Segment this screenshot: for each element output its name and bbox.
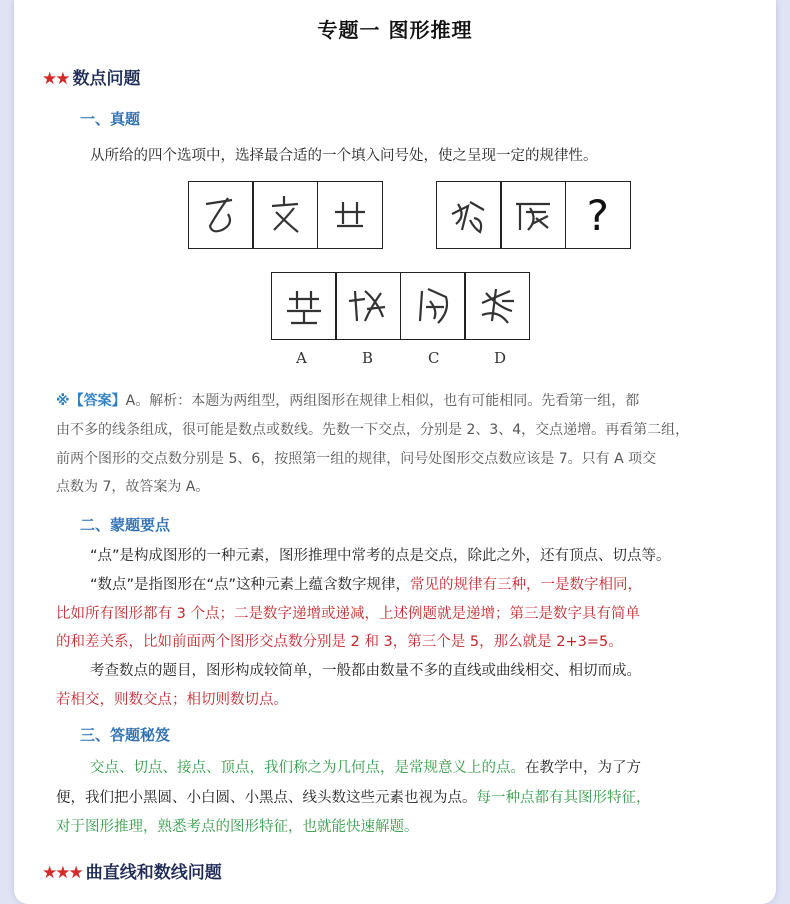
page-title: 专题一 图形推理 [317,18,473,42]
subheading-real-question: 一、真题 [80,110,141,128]
figure-2-1 [436,181,502,249]
option-a-shape [279,281,329,331]
option-figure-b[interactable] [335,272,401,340]
keypoint-p2-black: “数点”是指图形在“点”这种元素上蕴含数字规律， [90,577,411,593]
option-c-shape [408,281,458,331]
tips-line-2-green: 每一种点都有其图形特征， [476,790,651,806]
document-page [14,0,776,904]
answer-line-2: 由不多的线条组成，很可能是数点或数线。先数一下交点，分别是 2、3、4，交点递增。再看第二组， [56,422,690,438]
question-group-2 [436,181,629,249]
subheading-key-points: 二、蒙题要点 [80,516,171,534]
answer-line-1 [56,390,639,410]
star-rating: ★★★ [42,863,82,883]
section-heading-label: 数点问题 [72,69,141,89]
figure-1-3 [317,181,383,249]
keypoint-paragraph-3: 比如所有图形都有 3 个点；二是数字递增或递减，上述例题就是递增；第三是数字具有简单 [56,606,640,622]
figure-2-1-shape [444,190,494,240]
figure-1-2 [252,181,318,249]
option-figures [271,272,529,340]
answer-line-3: 前两个图形的交点数分别是 5、6，按照第一组的规律，问号处图形交点数应该是 7。只有 A 项交 [56,451,657,467]
keypoint-paragraph-6: 若相交，则数交点；相切则数切点。 [56,692,288,708]
option-figure-d[interactable] [464,272,530,340]
section-heading-label: 曲直线和数线问题 [85,863,222,883]
keypoint-paragraph-2 [90,573,642,594]
figure-2-2-shape [508,190,558,240]
section-heading-curve-line [42,858,222,883]
tips-line-1 [90,756,641,777]
star-rating: ★★ [42,69,69,89]
tips-line-2-black: 便，我们把小黑圆、小白圆、小黑点、线头数这些元素也视为点。 [56,790,477,806]
keypoint-p2-red: 常见的规律有三种，一是数字相同， [410,577,643,593]
section-heading-dot-counting [42,64,140,89]
figure-2-2 [500,181,566,249]
figure-1-2-shape [260,190,310,240]
option-label-c: C [428,349,440,367]
question-mark-cell [565,181,631,249]
question-group-1 [188,181,381,249]
option-figure-c[interactable] [400,272,466,340]
answer-marker: ※【答案】 [56,393,126,409]
option-label-b: B [362,349,374,367]
tips-line-3: 对于图形推理，熟悉考点的图形特征，也就能快速解题。 [56,819,419,835]
question-mark: ? [586,190,609,240]
keypoint-paragraph-4: 的和差关系，比如前面两个图形交点数分别是 2 和 3，第三个是 5，那么就是 2+3=5。 [56,634,623,650]
option-label-d: D [494,349,507,367]
subheading-tips: 三、答题秘笈 [80,726,171,744]
tips-line-1-black: 在教学中，为了方 [525,760,641,776]
tips-line-1-green: 交点、切点、接点、顶点，我们称之为几何点，是常规意义上的点。 [90,760,525,776]
figure-1-3-shape [325,190,375,240]
option-d-shape [472,281,522,331]
tips-line-2 [56,786,651,807]
answer-line-4: 点数为 7，故答案为 A。 [56,479,210,495]
question-text: 从所给的四个选项中，选择最合适的一个填入问号处，使之呈现一定的规律性。 [90,148,598,164]
keypoint-paragraph-1: “点”是构成图形的一种元素，图形推理中常考的点是交点，除此之外，还有顶点、切点等。 [90,548,671,564]
figure-1-1-shape [196,190,246,240]
answer-text-1: A。解析：本题为两组型，两组图形在规律上相似，也有可能相同。先看第一组，都 [125,393,640,409]
option-label-a: A [296,349,307,367]
figure-1-1 [188,181,254,249]
keypoint-paragraph-5: 考查数点的题目，图形构成较简单，一般都由数量不多的直线或曲线相交、相切而成。 [90,663,641,679]
option-b-shape [343,281,393,331]
option-figure-a[interactable] [271,272,337,340]
